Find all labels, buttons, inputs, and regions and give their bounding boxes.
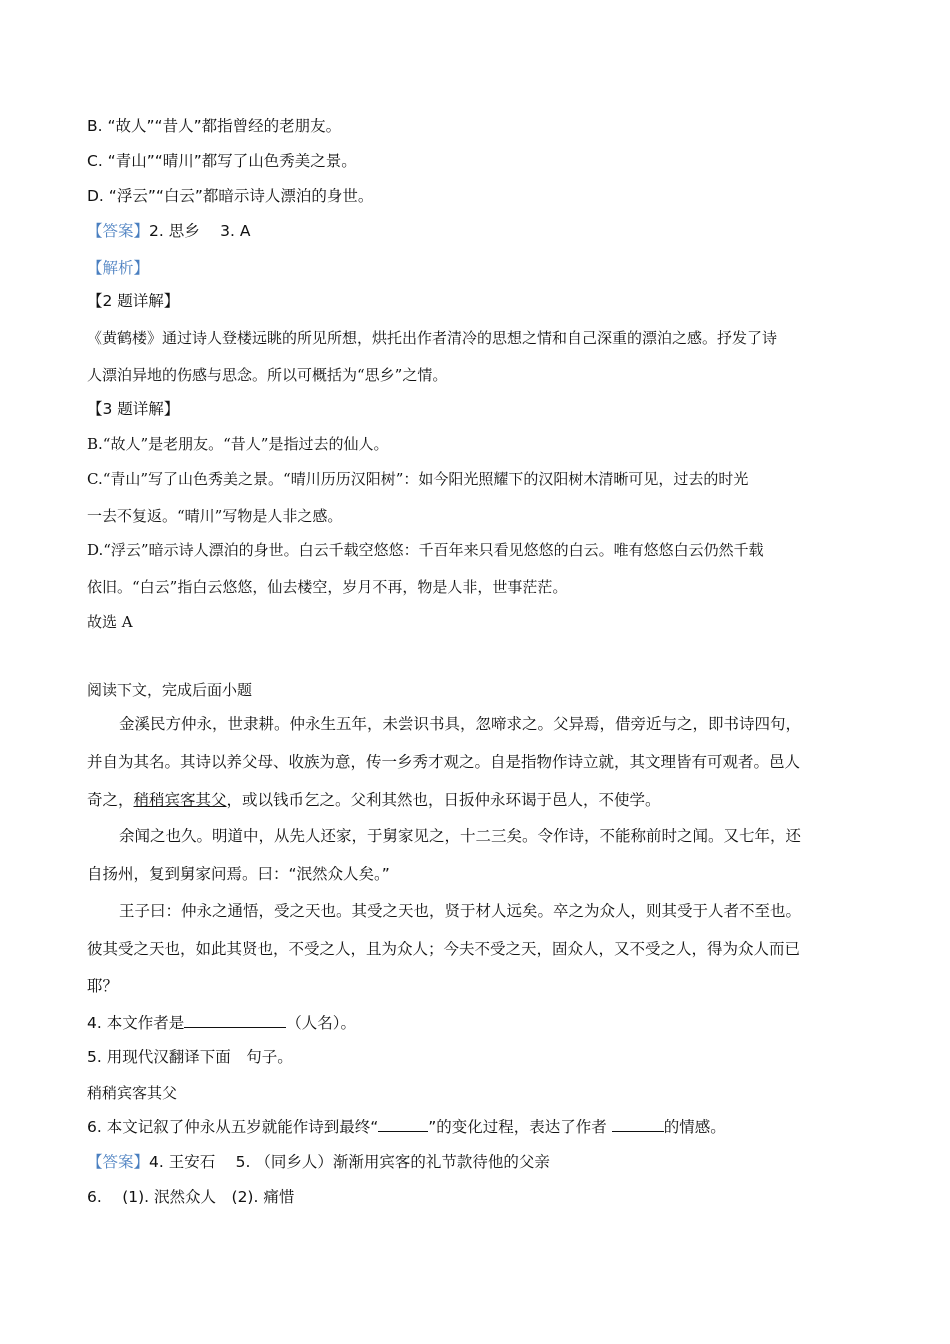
question-text: 4. 本文作者是 bbox=[87, 1014, 185, 1032]
question-text: 的情感。 bbox=[663, 1118, 726, 1136]
option-b: B. “故人”“昔人”都指曾经的老朋友。 bbox=[87, 117, 342, 135]
q2-detail-line: 人漂泊异地的伤感与思念。所以可概括为“思乡”之情。 bbox=[87, 366, 448, 384]
passage-p1-line bbox=[87, 789, 661, 811]
option-c: C. “青山”“晴川”都写了山色秀美之景。 bbox=[87, 152, 357, 170]
question-6 bbox=[87, 1116, 726, 1138]
passage-p1-line: 并自为其名。其诗以养父母、收族为意，传一乡秀才观之。自是指物作诗立就，其文理皆有可观者。邑人 bbox=[87, 753, 801, 771]
answer-text: 4. 王安石 5. （同乡人）渐渐用宾客的礼节款待他的父亲 bbox=[149, 1153, 550, 1171]
q3-conclusion: 故选 A bbox=[87, 613, 133, 631]
passage-p2-line: 自扬州，复到舅家问焉。曰：“泯然众人矣。” bbox=[87, 865, 390, 883]
answer-blank[interactable] bbox=[378, 1116, 428, 1132]
underlined-phrase: 稍稍宾客其父 bbox=[133, 791, 227, 809]
passage-p3-line: 王子曰：仲永之通悟，受之天也。其受之天也，贤于材人远矣。卒之为众人，则其受于人者不至也。 bbox=[119, 902, 802, 920]
q3-detail-line: B.“故人”是老朋友。“昔人”是指过去的仙人。 bbox=[87, 435, 389, 453]
q3-detail-line: D.“浮云”暗示诗人漂泊的身世。白云千载空悠悠：千百年来只看见悠悠的白云。唯有悠悠白云仍然千载 bbox=[87, 541, 764, 559]
passage-p1-line: 金溪民方仲永，世隶耕。仲永生五年，未尝识书具，忽啼求之。父异焉，借旁近与之，即书诗四句， bbox=[119, 715, 802, 733]
q3-detail-line: 依旧。“白云”指白云悠悠，仙去楼空，岁月不再，物是人非，世事茫茫。 bbox=[87, 578, 568, 596]
question-text: （人名）。 bbox=[286, 1014, 356, 1032]
answer-blank[interactable] bbox=[612, 1116, 664, 1132]
question-text: ”的变化过程，表达了作者 bbox=[428, 1118, 612, 1136]
q3-detail-line: C.“青山”写了山色秀美之景。“晴川历历汉阳树”：如今阳光照耀下的汉阳树木清晰可见，过去的时光 bbox=[87, 470, 749, 488]
analysis-tag: 【解析】 bbox=[87, 259, 150, 277]
question-4 bbox=[87, 1012, 356, 1034]
question-text: 6. 本文记叙了仲永从五岁就能作诗到最终“ bbox=[87, 1118, 379, 1136]
passage-p3-line: 彼其受之天也，如此其贤也，不受之人，且为众人；今夫不受之天，固众人，又不受之人，得为众人而已 bbox=[87, 940, 801, 958]
question-5-sentence: 稍稍宾客其父 bbox=[87, 1084, 178, 1102]
q3-heading: 【3 题详解】 bbox=[87, 400, 180, 418]
q3-detail-line: 一去不复返。“晴川”写物是人非之感。 bbox=[87, 507, 343, 525]
question-5: 5. 用现代汉翻译下面 句子。 bbox=[87, 1048, 293, 1066]
passage-text: 奇之， bbox=[87, 791, 134, 809]
passage-p2-line: 余闻之也久。明道中，从先人还家，于舅家见之，十二三矣。令作诗，不能称前时之闻。又七年，还 bbox=[119, 827, 802, 845]
answer-line-1 bbox=[87, 220, 250, 242]
answer-text: 2. 思乡 3. A bbox=[149, 222, 251, 240]
passage-text: ，或以钱币乞之。父利其然也，日扳仲永环谒于邑人，不使学。 bbox=[226, 791, 661, 809]
q2-detail-line: 《黄鹤楼》通过诗人登楼远眺的所见所想，烘托出作者清冷的思想之情和自己深重的漂泊之感。抒发了诗 bbox=[87, 329, 778, 347]
option-d: D. “浮云”“白云”都暗示诗人漂泊的身世。 bbox=[87, 187, 374, 205]
answer-line-2 bbox=[87, 1151, 550, 1173]
answer-tag: 【答案】 bbox=[87, 222, 150, 240]
answer-line-3: 6. (1). 泯然众人 (2). 痛惜 bbox=[87, 1188, 295, 1206]
answer-blank[interactable] bbox=[184, 1012, 286, 1028]
passage-p3-line: 耶？ bbox=[87, 977, 119, 995]
reading-instruction: 阅读下文，完成后面小题 bbox=[87, 681, 253, 699]
q2-heading: 【2 题详解】 bbox=[87, 292, 180, 310]
answer-tag: 【答案】 bbox=[87, 1153, 150, 1171]
